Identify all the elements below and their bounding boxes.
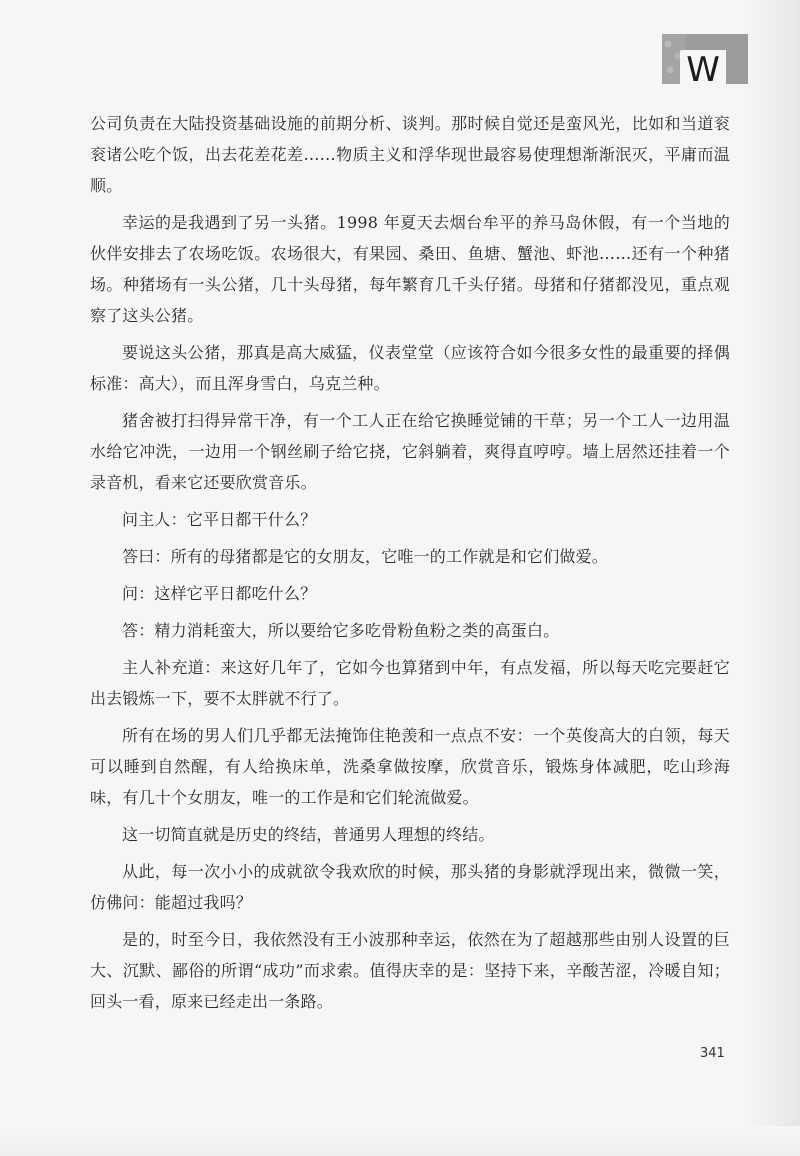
paragraph: 答：精力消耗蛮大，所以要给它多吃骨粉鱼粉之类的高蛋白。 bbox=[122, 621, 560, 640]
body-text bbox=[90, 108, 730, 1023]
paragraph: 答曰：所有的母猪都是它的女朋友，它唯一的工作就是和它们做爱。 bbox=[122, 547, 609, 566]
paragraph: 是的，时至今日，我依然没有王小波那种幸运，依然在为了超越那些由别人设置的巨大、沉默、鄙俗的所谓“成功”而求索。值得庆幸的是：坚持下来，辛酸苦涩，冷暖自知；回头一看，原来已经走出一条路。 bbox=[90, 930, 730, 1011]
paragraph: 所有在场的男人们几乎都无法掩饰住艳羡和一点点不安：一个英俊高大的白领，每天可以睡到自然醒，有人给换床单，洗桑拿做按摩，欣赏音乐，锻炼身体减肥，吃山珍海味，有几十个女朋友，唯一的工作是和它们轮流做爱。 bbox=[90, 726, 730, 807]
paragraph: 公司负责在大陆投资基础设施的前期分析、谈判。那时候自觉还是蛮风光，比如和当道衮衮诸公吃个饭，出去花差花差……物质主义和浮华现世最容易使理想渐渐泯灭，平庸而温顺。 bbox=[90, 114, 730, 195]
paragraph: 主人补充道：来这好几年了，它如今也算猪到中年，有点发福，所以每天吃完要赶它出去锻炼一下，要不太胖就不行了。 bbox=[90, 658, 730, 708]
paragraph: 从此，每一次小小的成就欲令我欢欣的时候，那头猪的身影就浮现出来，微微一笑，仿佛问：能超过我吗？ bbox=[90, 862, 730, 912]
paragraph: 问主人：它平日都干什么？ bbox=[122, 510, 317, 529]
page-bottom-edge bbox=[0, 1126, 800, 1156]
page-number: 341 bbox=[700, 1046, 725, 1061]
page-edge-shadow bbox=[742, 0, 800, 1156]
paragraph: 这一切简直就是历史的终结，普通男人理想的终结。 bbox=[122, 825, 495, 844]
paragraph: 要说这头公猪，那真是高大威猛，仪表堂堂（应该符合如今很多女性的最重要的择偶标准：高大），而且浑身雪白，乌克兰种。 bbox=[90, 343, 730, 393]
paragraph: 猪舍被打扫得异常干净，有一个工人正在给它换睡觉铺的干草；另一个工人一边用温水给它冲洗，一边用一个钢丝刷子给它挠，它斜躺着，爽得直哼哼。墙上居然还挂着一个录音机，看来它还要欣赏音乐。 bbox=[90, 411, 730, 492]
chapter-letter: W bbox=[680, 50, 726, 90]
paragraph: 问：这样它平日都吃什么？ bbox=[122, 584, 317, 603]
paragraph: 幸运的是我遇到了另一头猪。1998 年夏天去烟台牟平的养马岛休假，有一个当地的伙伴安排去了农场吃饭。农场很大，有果园、桑田、鱼塘、蟹池、虾池……还有一个种猪场。种猪场有一头公猪，几十头母猪，每年繁育几千头仔猪。母猪和仔猪都没见，重点观察了这头公猪。 bbox=[90, 213, 730, 325]
